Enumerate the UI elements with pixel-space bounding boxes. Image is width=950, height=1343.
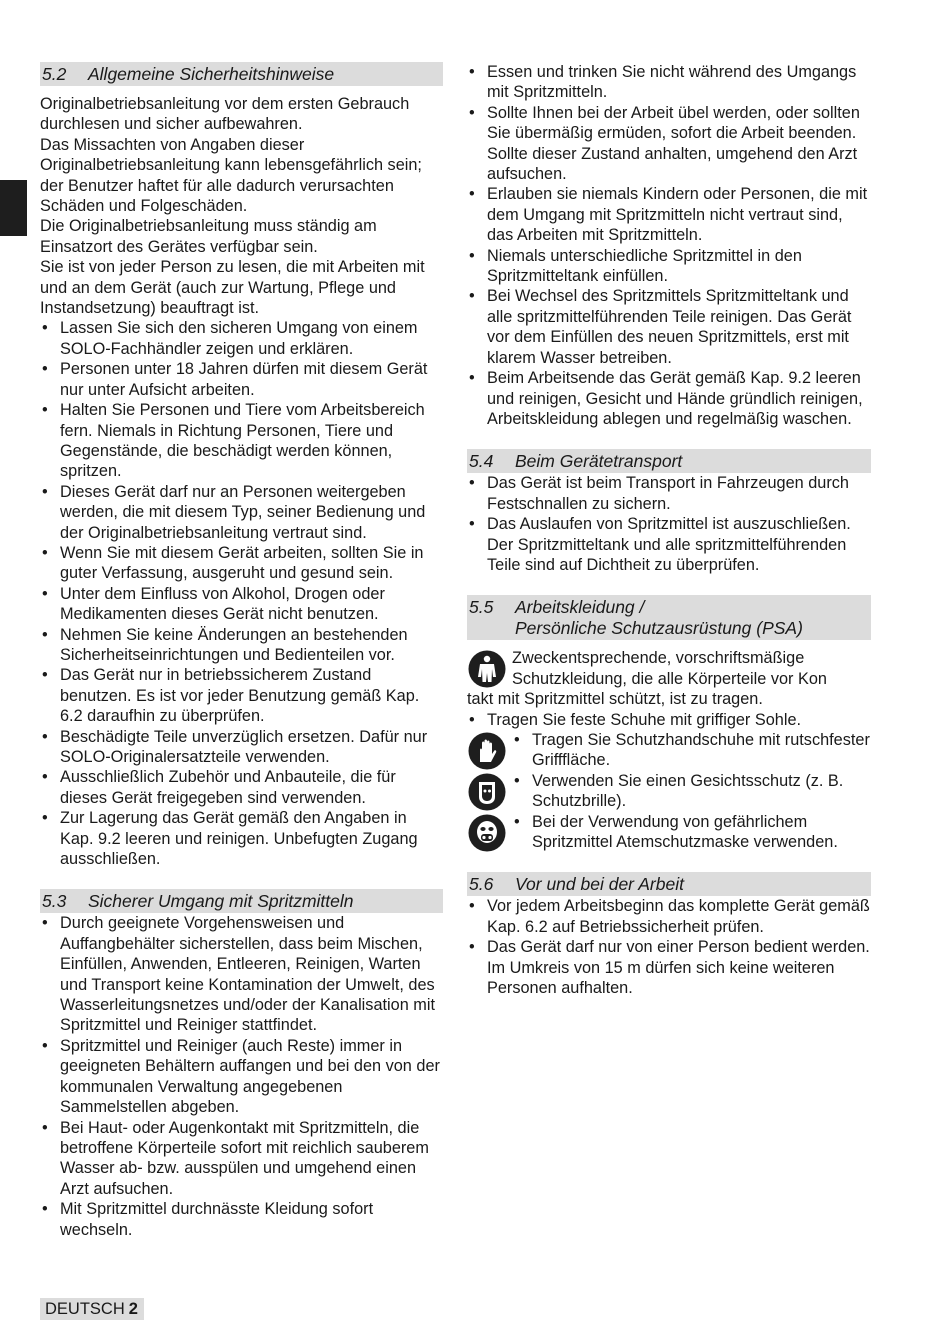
bullet-list-5-4 [467,473,871,575]
list-item: • Sollte Ihnen bei der Arbeit übel werden, oder sollten Sie übermäßig ermüden, sofort die Arbeit beenden. Sollte dieser Zustand anhalten, umgehend den Arzt aufsuchen. [467,103,871,185]
paragraph: Die Originalbetriebsanleitung muss ständig am Einsatzort des Gerätes verfügbar sein. [40,217,377,256]
list-item: • Bei der Verwendung von gefährlichem Spritzmittel Atemschutzmaske verwenden. [512,812,871,853]
section-title: Beim Gerätetransport [515,451,683,472]
list-item: • Tragen Sie Schutzhandschuhe mit rutschfester Grifffläche. [512,730,871,771]
face-shield-icon [468,773,506,811]
bullet-list-5-3-continued [467,62,871,429]
psa-shoes-list [467,710,871,730]
list-item: • Bei Wechsel des Spritzmittels Spritzmitteltank und alle spritzmittelführenden Teile reinigen. Das Gerät vor dem Einfüllen des neuen Spritzmittels, erst mit klarem Wasser betreiben. [467,286,871,368]
section-title: Sicherer Umgang mit Spritzmitteln [88,891,354,912]
psa-gloves-list [512,730,871,771]
list-item: • Das Auslaufen von Spritzmittel ist auszuschließen. Der Spritzmitteltank und alle spritzmittelführenden Teile sind auf Dichtheit zu überprüfen. [467,514,871,575]
section-number: 5.6 [469,874,494,895]
protective-suit-icon [468,650,506,688]
language-edge-tab [0,180,27,236]
list-item: • Beim Arbeitsende das Gerät gemäß Kap. 9.2 leeren und reinigen, Gesicht und Hände gründlich reinigen, Arbeitskleidung ablegen und regelmäßig waschen. [467,368,871,429]
paragraph: Das Missachten von Angaben dieser Originalbetriebsanleitung kann lebensgefährlich sein; der Benutzer haftet für alle dadurch verursachten Schäden und Folgeschäden. [40,135,422,216]
bullet-list-5-2 [40,318,443,869]
list-item: • Ausschließlich Zubehör und Anbauteile, die für dieses Gerät freigegeben sind verwenden. [40,767,443,808]
section-heading-5-5 [467,595,871,640]
section-number: 5.5 [469,597,494,618]
psa-mask-list [512,812,871,853]
list-item: • Durch geeignete Vorgehensweisen und Auffangbehälter sicherstellen, dass beim Mischen, Einfüllen, Anwenden, Entleeren, Reinigen, Warten und Transport keine Kontamination der Umwelt, des Wasserleitungsnetzes und/oder der Kanalisation mit Spritzmittel und Reiniger stattfindet. [40,913,443,1035]
list-item: • Das Gerät nur in betriebssicherem Zustand benutzen. Es ist vor jeder Benutzung gemäß Kap. 6.2 daraufhin zu überprüfen. [40,665,443,726]
psa-face-row [467,771,871,812]
paragraph: Sie ist von jeder Person zu lesen, die mit Arbeiten mit und an dem Gerät (auch zur Wartung, Pflege und Instandsetzung) beauftragt ist. [40,258,425,318]
psa-intro-line-1: Zweckentsprechende, vorschriftsmäßige Schutzkleidung, die alle Körperteile vor Kon [512,649,827,688]
list-item: • Vor jedem Arbeitsbeginn das komplette Gerät gemäß Kap. 6.2 auf Betriebssicherheit prüfen. [467,896,871,937]
list-item: • Erlauben sie niemals Kindern oder Personen, die mit dem Umgang mit Spritzmitteln nicht vertraut sind, das Arbeiten mit Spritzmitteln. [467,184,871,245]
section-title-line-1: Arbeitskleidung / [515,597,645,618]
psa-mask-row [467,812,871,853]
psa-intro-line-2: takt mit Spritzmittel schützt, ist zu tragen. [467,690,763,709]
list-item: • Beschädigte Teile unverzüglich ersetzen. Dafür nur SOLO-Originalersatzteile verwenden. [40,727,443,768]
list-item: • Essen und trinken Sie nicht während des Umgangs mit Spritzmitteln. [467,62,871,103]
psa-face-list [512,771,871,812]
section-title-line-2: Persönliche Schutzausrüstung (PSA) [515,618,803,639]
list-item: • Halten Sie Personen und Tiere vom Arbeitsbereich fern. Niemals in Richtung Personen, Tiere und Gegenstände, die beschädigt werden können, spritzen. [40,400,443,482]
list-item: • Personen unter 18 Jahren dürfen mit diesem Gerät nur unter Aufsicht arbeiten. [40,359,443,400]
list-item: • Das Gerät darf nur von einer Person bedient werden. Im Umkreis von 15 m dürfen sich keine weiteren Personen aufhalten. [467,937,871,998]
section-title [515,597,867,639]
list-item: • Niemals unterschiedliche Spritzmittel in den Spritzmitteltank einfüllen. [467,246,871,287]
right-column [467,62,871,998]
psa-intro [467,648,871,709]
list-item: • Mit Spritzmittel durchnässte Kleidung sofort wechseln. [40,1199,443,1240]
protective-gloves-icon [468,732,506,770]
section-title: Vor und bei der Arbeit [515,874,684,895]
list-item: • Unter dem Einfluss von Alkohol, Drogen oder Medikamenten dieses Gerät nicht benutzen. [40,584,443,625]
bullet-list-5-3 [40,913,443,1240]
respirator-mask-icon [468,814,506,852]
list-item: • Zur Lagerung das Gerät gemäß den Angaben in Kap. 9.2 leeren und reinigen. Unbefugten Zugang ausschließen. [40,808,443,869]
list-item: • Das Gerät ist beim Transport in Fahrzeugen durch Festschnallen zu sichern. [467,473,871,514]
section-heading-5-4 [467,449,871,473]
list-item: • Dieses Gerät darf nur an Personen weitergeben werden, die mit diesem Typ, seiner Bedienung und der Originalbetriebsanleitung vertraut sind. [40,482,443,543]
page-footer [40,1298,144,1320]
section-title: Allgemeine Sicherheitshinweise [88,64,335,84]
list-item: • Nehmen Sie keine Änderungen an bestehenden Sicherheitseinrichtungen und Bedienteilen vor. [40,625,443,666]
psa-gloves-row [467,730,871,771]
list-item: • Tragen Sie feste Schuhe mit griffiger Sohle. [467,710,871,730]
list-item: • Spritzmittel und Reiniger (auch Reste) immer in geeigneten Behältern auffangen und bei den von der kommunalen Verwaltung angegebenen Sammelstellen abgeben. [40,1036,443,1118]
list-item: • Lassen Sie sich den sicheren Umgang von einem SOLO-Fachhändler zeigen und erklären. [40,318,443,359]
list-item: • Verwenden Sie einen Gesichtsschutz (z. B. Schutzbrille). [512,771,871,812]
footer-language: DEUTSCH [45,1300,125,1318]
section-heading-5-3 [40,889,443,913]
section-number: 5.2 [42,64,67,84]
section-heading-5-6 [467,872,871,896]
section-number: 5.3 [42,891,67,912]
section-number: 5.4 [469,451,494,472]
paragraph: Originalbetriebsanleitung vor dem ersten Gebrauch durchlesen und sicher aufbewahren. [40,95,410,134]
list-item: • Wenn Sie mit diesem Gerät arbeiten, sollten Sie in guter Verfassung, ausgeruht und gesund sein. [40,543,443,584]
bullet-list-5-6 [467,896,871,998]
list-item: • Bei Haut- oder Augenkontakt mit Spritzmitteln, die betroffene Körperteile sofort mit reichlich sauberem Wasser ab- bzw. ausspülen und umgehend einen Arzt aufsuchen. [40,1118,443,1200]
left-column [40,62,443,1240]
section-heading-5-2 [40,62,443,86]
page-number: 2 [128,1300,138,1318]
